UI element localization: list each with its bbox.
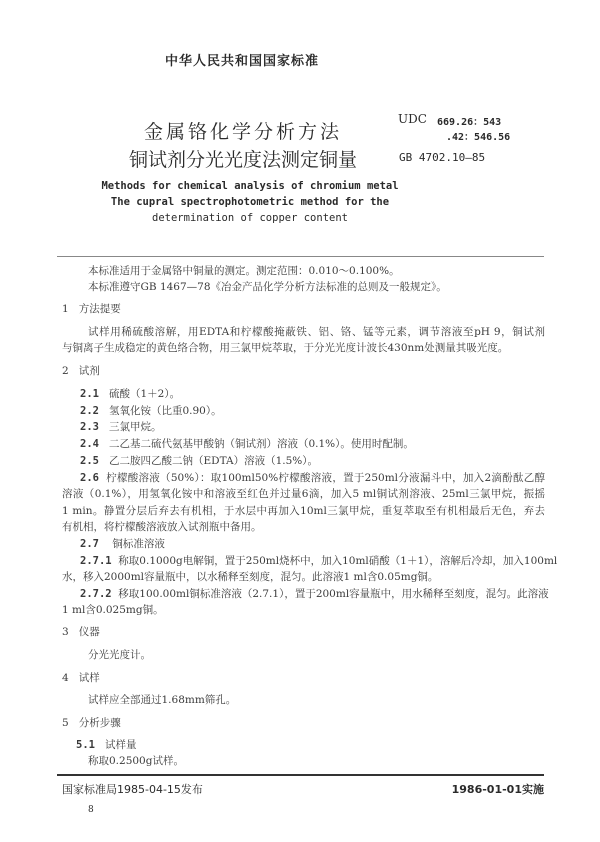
section-number: 2 bbox=[62, 365, 69, 377]
section-2-heading bbox=[62, 365, 100, 378]
item-number: 5.1 bbox=[76, 739, 95, 751]
item-2-5 bbox=[80, 455, 318, 468]
section-number: 4 bbox=[62, 672, 69, 684]
item-2-6-cont: 1 min。静置分层后弃去有机相，于水层中再加入10ml三氯甲烷，重复萃取至有机相最后无色，弃去 bbox=[62, 505, 545, 517]
section-title: 仪器 bbox=[78, 626, 100, 638]
item-5-1 bbox=[76, 739, 136, 752]
effective-date: 1986-01-01实施 bbox=[451, 783, 544, 796]
section-3-text: 分光光度计。 bbox=[88, 649, 151, 661]
item-2-7-2-cont: 1 ml含0.025mg铜。 bbox=[62, 604, 164, 616]
section-title: 试样 bbox=[78, 672, 100, 684]
item-text: 二乙基二硫代氨基甲酸钠（铜试剂）溶液（0.1%）。使用时配制。 bbox=[108, 438, 414, 450]
item-text: 氢氧化铵（比重0.90）。 bbox=[108, 405, 222, 417]
item-number: 2.3 bbox=[80, 421, 99, 433]
item-number: 2.7.1 bbox=[80, 555, 112, 567]
section-title: 试剂 bbox=[78, 365, 100, 377]
title-line-1: 金属铬化学分析方法 bbox=[143, 121, 342, 143]
udc-code-1: 669.26：543 bbox=[437, 117, 502, 128]
intro-scope: 本标准适用于金属铬中铜量的测定。测定范围：0.010～0.100%。 bbox=[88, 265, 400, 277]
section-1-heading bbox=[62, 303, 121, 316]
title-line-2: 铜试剂分光光度法测定铜量 bbox=[128, 149, 357, 171]
section-4-heading bbox=[62, 672, 100, 685]
item-text: 铜标准溶液 bbox=[112, 538, 165, 550]
gb-number: GB 4702.10—85 bbox=[399, 151, 486, 164]
english-title-2: The cupral spectrophotometric method for the bbox=[110, 196, 390, 208]
item-2-6-cont: 溶液（0.1%），用氢氧化铵中和溶液至红色并过量6滴，加入5 ml铜试剂溶液、25ml三氯甲烷，振摇 bbox=[62, 488, 545, 500]
footer-divider bbox=[57, 774, 544, 776]
item-2-4 bbox=[80, 438, 414, 451]
item-text: 乙二胺四乙酸二钠（EDTA）溶液（1.5%）。 bbox=[108, 455, 319, 467]
item-text: 试样量 bbox=[104, 739, 137, 751]
section-4-text: 试样应全部通过1.68mm筛孔。 bbox=[88, 694, 237, 706]
item-2-2 bbox=[80, 405, 222, 418]
issue-date: 国家标准局1985-04-15发布 bbox=[62, 783, 203, 796]
item-text: 柠檬酸溶液（50%）：取100ml50%柠檬酸溶液，置于250ml分液漏斗中，加入2滴酚酞乙醇 bbox=[106, 472, 545, 484]
section-1-text: 试样用稀硫酸溶解，用EDTA和柠檬酸掩蔽铁、铝、铬、锰等元素，调节溶液至pH 9，铜试剂 bbox=[88, 326, 545, 338]
section-5-heading bbox=[62, 717, 121, 730]
item-text: 称取0.1000g电解铜，置于250ml烧杯中，加入10ml硝酸（1＋1），溶解后冷却，加入100ml bbox=[118, 555, 558, 567]
section-title: 分析步骤 bbox=[78, 717, 121, 729]
section-1-text: 与铜离子生成稳定的黄色络合物，用三氯甲烷萃取，于分光光度计波长430nm处测量其吸光度。 bbox=[62, 342, 509, 354]
item-number: 2.7 bbox=[80, 538, 99, 550]
section-3-heading bbox=[62, 626, 100, 639]
item-2-7 bbox=[80, 538, 165, 551]
section-number: 1 bbox=[62, 303, 69, 315]
header-divider bbox=[57, 256, 544, 257]
item-2-7-2 bbox=[80, 588, 549, 601]
item-text: 移取100.00ml铜标准溶液（2.7.1），置于200ml容量瓶中，用水稀释至刻度，混匀。此溶液 bbox=[118, 588, 549, 600]
intro-reference: 本标准遵守GB 1467—78《冶金产品化学分析方法标准的总则及一般规定》。 bbox=[88, 281, 447, 293]
issuer-heading: 中华人民共和国国家标准 bbox=[164, 54, 319, 69]
item-2-3 bbox=[80, 421, 161, 434]
item-text: 三氯甲烷。 bbox=[108, 421, 162, 433]
item-2-7-1 bbox=[80, 555, 558, 568]
udc-code-2: .42：546.56 bbox=[446, 132, 511, 143]
item-2-6 bbox=[80, 472, 545, 485]
item-number: 2.7.2 bbox=[80, 588, 112, 600]
section-title: 方法提要 bbox=[78, 303, 121, 315]
item-number: 2.5 bbox=[80, 455, 99, 467]
item-number: 2.1 bbox=[80, 388, 99, 400]
item-number: 2.6 bbox=[80, 472, 99, 484]
item-text: 硫酸（1＋2）。 bbox=[108, 388, 181, 400]
english-title-3: determination of copper content bbox=[152, 212, 348, 224]
section-number: 3 bbox=[62, 626, 69, 638]
item-5-1-text: 称取0.2500g试样。 bbox=[88, 755, 184, 767]
udc-label: UDC bbox=[398, 112, 427, 126]
item-number: 2.4 bbox=[80, 438, 99, 450]
item-2-1 bbox=[80, 388, 180, 401]
english-title-1: Methods for chemical analysis of chromium metal bbox=[101, 180, 399, 192]
item-2-7-1-cont: 水，移入2000ml容量瓶中，以水稀释至刻度，混匀。此溶液1 ml含0.05mg铜。 bbox=[62, 571, 439, 583]
section-number: 5 bbox=[62, 717, 69, 729]
page-number: 8 bbox=[88, 805, 94, 815]
item-2-6-cont: 有机相，将柠檬酸溶液放入试剂瓶中备用。 bbox=[62, 521, 262, 533]
item-number: 2.2 bbox=[80, 405, 99, 417]
